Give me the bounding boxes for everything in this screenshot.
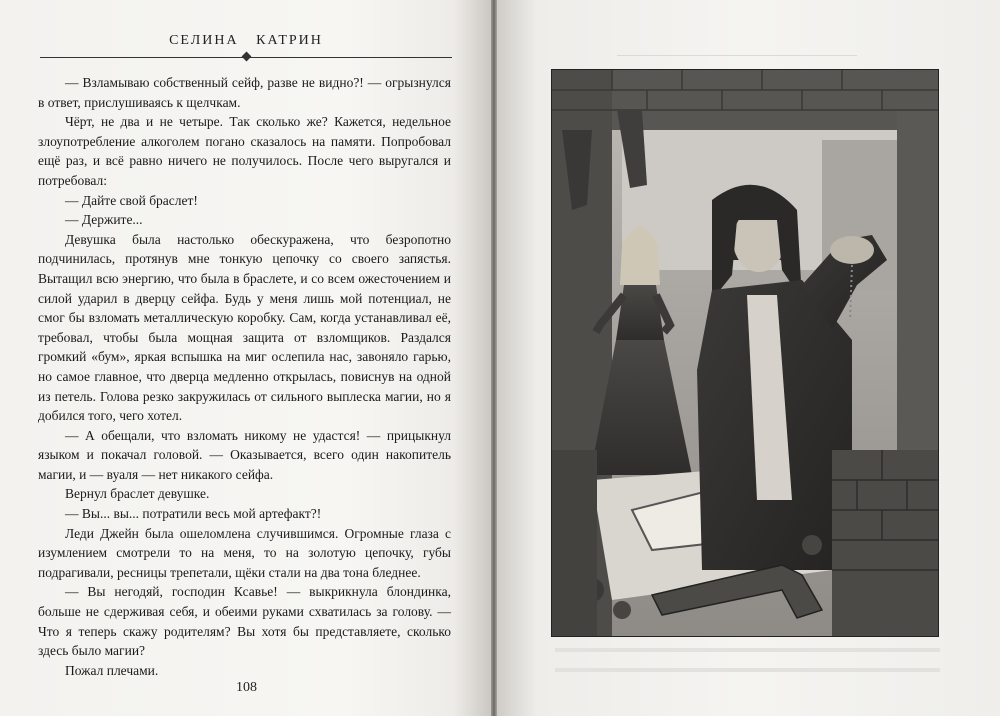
paragraph: — Вы негодяй, господин Ксавье! — выкрикнула блондинка, больше не сдерживая себя, и обеими руками схватилась за голову. — Что я теперь скажу родителям? Вы хотя бы представляете, сколько здесь было магии? — [38, 584, 451, 659]
paragraph: — Держите... — [65, 212, 143, 228]
body-text — [38, 73, 451, 680]
diamond-ornament-icon — [242, 52, 252, 62]
paragraph: — А обещали, что взломать никому не удастся! — прицыкнул языком и покачал головой. — Оказывается, всего один накопитель магии, и — вуаля — нет никакого сейфа. — [38, 427, 451, 482]
right-page — [497, 0, 1000, 716]
show-through-line — [555, 648, 940, 652]
running-head — [40, 33, 452, 49]
show-through-rule — [617, 55, 857, 56]
left-page — [0, 0, 493, 716]
paragraph: — Взламываю собственный сейф, разве не видно?! — огрызнулся в ответ, прислушиваясь к щелчкам. — [38, 75, 451, 110]
paragraph: Леди Джейн была ошеломлена случившимся. Огромные глаза с изумлением смотрели то на меня, то на золотую цепочку, губы подрагивали, ресницы трепетали, щёки стали на два тона бледнее. — [38, 525, 451, 580]
paragraph: Чёрт, не два и не четыре. Так сколько же? Кажется, недельное злоупотребление алкоголем погано сказалось на памяти. Попробовал ещё раз, и всё равно ничего не получилось. После чего выругался и потребовал: — [38, 114, 451, 188]
page-number: 108 — [236, 680, 257, 695]
paragraph: Вернул браслет девушке. — [65, 486, 210, 502]
paragraph: Пожал плечами. — [65, 662, 159, 678]
show-through-line — [555, 668, 940, 672]
running-head-author-second: КАТРИН — [256, 33, 323, 48]
paragraph: — Вы... вы... потратили весь мой артефакт?! — [65, 506, 322, 522]
running-head-author-first: СЕЛИНА — [169, 33, 239, 48]
illustration-drawing — [552, 70, 938, 636]
paragraph: Девушка была настолько обескуражена, что безропотно подчинилась, протянув мне тонкую цепочку со своего запястья. Вытащил всю энергию, что была в браслете, и со всем ожесточением и силой ударил в дверцу сейфа. Будь у меня лишь мой потенциал, не смог бы взломать металлическую коробку. Сам, когда устанавливал её, требовал, чтобы была мощная защита от взломщиков. Раздался громкий «бум», яркая вспышка на миг ослепила нас, завоняло гарью, но самое главное, что дверца медленно открылась, повиснув на одной из петель. Голова резко закружилась от сильного выплеска магии, но я добился того, чего хотел. — [38, 231, 451, 424]
illustration — [551, 69, 939, 637]
paragraph: — Дайте свой браслет! — [65, 192, 198, 208]
